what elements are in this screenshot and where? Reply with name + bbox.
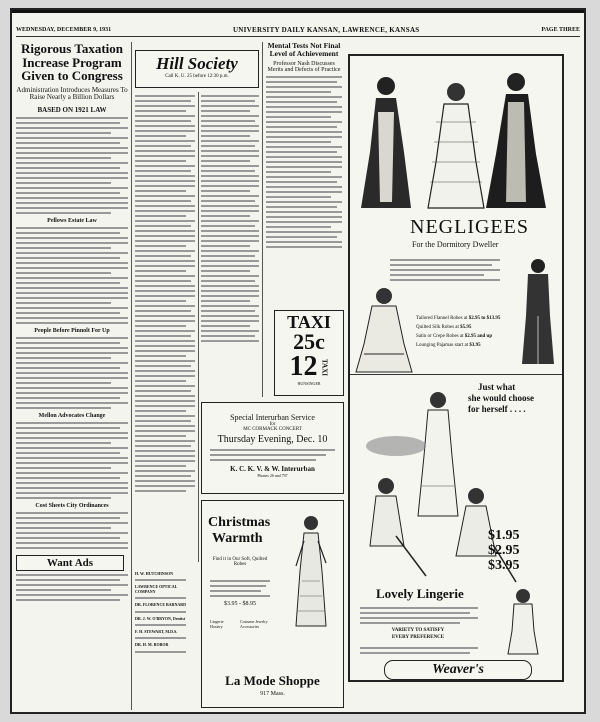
- want-ads-title: Want Ads: [46, 556, 94, 569]
- taxation-subhead: BASED ON 1921 LAW: [37, 105, 107, 114]
- section-heading-4: Cost Sheets City Ordinances: [35, 502, 109, 509]
- christmas-item-4: Accessories: [240, 624, 260, 629]
- interurban-line6: Phones 26 and 797: [257, 473, 288, 478]
- directory-entry-1: H. W. HUTCHINSON: [135, 571, 174, 576]
- taxi-word: TAXI: [287, 312, 331, 332]
- christmas-title-1: Christmas: [208, 515, 271, 530]
- want-ads-box: [16, 555, 124, 571]
- lingerie-title: Lovely Lingerie: [376, 586, 464, 601]
- christmas-title-2: Warmth: [212, 531, 263, 546]
- interurban-line2: for: [269, 422, 276, 427]
- price-value-4: $3.95: [469, 343, 481, 348]
- society-news-2: [201, 92, 259, 397]
- price-item-1: Tailored Flannel Robes at: [416, 316, 468, 321]
- interurban-line3: MC CORMACK CONCERT: [243, 427, 302, 432]
- taxi-number: 12: [289, 351, 318, 382]
- taxation-body-3: [16, 337, 128, 409]
- taxation-body-1: [16, 117, 128, 214]
- lingerie-tagline-1: Just what: [478, 382, 516, 392]
- christmas-price: $3.95 - $8.95: [224, 601, 256, 607]
- hill-society-title: Hill Society: [156, 54, 238, 73]
- header-masthead: UNIVERSITY DAILY KANSAN, LAWRENCE, KANSAS: [232, 26, 420, 34]
- price-value-3: $2.95 and up: [464, 334, 493, 339]
- want-ads-body: [16, 574, 128, 601]
- mental-tests-deck: Professor Nash Discusses Merits and Defects of Practice: [267, 60, 341, 74]
- christmas-item-2: Costume Jewelry: [240, 619, 268, 624]
- seated-model-illustration: [354, 284, 414, 374]
- mental-tests-headline: Mental Tests Not Final Level of Achievement: [267, 42, 341, 58]
- interurban-ad: [201, 402, 344, 494]
- weavers-logo-text: Weaver's: [432, 662, 484, 677]
- header-page-number: PAGE THREE: [541, 27, 580, 33]
- professional-directory: [135, 570, 195, 710]
- lingerie-price-3: $3.95: [488, 558, 520, 573]
- page-header: [16, 24, 580, 37]
- column-rule-1: [131, 42, 132, 710]
- section-heading-2: People Before Pinnolt For Up: [34, 327, 110, 334]
- directory-entry-4: DR. J. W. O'BRYON, Dentist: [135, 615, 186, 621]
- price-value-2: $5.95: [460, 325, 472, 330]
- weavers-logo: [384, 660, 532, 680]
- pajama-model-illustration: [518, 256, 558, 366]
- price-item-4: Lounging Pajamas start at: [416, 343, 469, 348]
- lingerie-price-1: $1.95: [488, 528, 520, 543]
- christmas-store-name: La Mode Shoppe: [225, 673, 320, 688]
- taxation-headline: Rigorous Taxation Increase Program Given to Congress: [21, 42, 123, 84]
- column-rule-2: [198, 92, 199, 562]
- taxation-body-5: [16, 512, 128, 549]
- taxation-body-4: [16, 422, 128, 499]
- section-heading-1: Pellows Estate Law: [47, 217, 97, 224]
- taxi-price: 25c: [293, 329, 325, 354]
- christmas-store-address: 917 Mass.: [260, 691, 285, 697]
- christmas-item-3: Hosiery: [210, 624, 223, 629]
- hill-society-box: [135, 50, 259, 88]
- christmas-item-1: Lingerie: [210, 619, 224, 624]
- interurban-line4: Thursday Evening, Dec. 10: [217, 434, 328, 445]
- weavers-ad: [348, 54, 564, 682]
- standing-model-illustration: [498, 586, 548, 656]
- taxation-body-2: [16, 227, 128, 324]
- interurban-line5: K. C. K. V. & W. Interurban: [230, 465, 315, 473]
- lingerie-tagline-2: she would choose: [468, 393, 535, 403]
- lingerie-variety-2: EVERY PREFERENCE: [391, 635, 445, 640]
- interurban-line1: Special Interurban Service: [230, 413, 315, 422]
- negligee-models-illustration: [356, 62, 556, 212]
- newspaper-page: [10, 8, 586, 714]
- directory-entry-6: DR. H. M. ROBOR: [135, 642, 169, 648]
- negligees-title: NEGLIGEES: [410, 216, 529, 238]
- directory-entry-2: LAWRENCE OPTICAL COMPANY: [135, 584, 178, 594]
- price-item-3: Satin or Crepe Robes at: [416, 334, 464, 339]
- header-date: WEDNESDAY, DECEMBER 9, 1931: [16, 27, 112, 33]
- christmas-warmth-ad: [201, 500, 344, 708]
- column-taxation: [16, 42, 128, 710]
- directory-entry-3: DR. FLORENCE BARNARD: [135, 602, 187, 608]
- negligees-subtitle: For the Dormitory Dweller: [412, 240, 499, 249]
- hill-society-subtitle: Call K. U. 25 before 12:30 p.m.: [165, 74, 229, 79]
- column-rule-3: [262, 42, 263, 397]
- section-heading-3: Mellon Advocates Change: [38, 412, 106, 419]
- robed-woman-illustration: [286, 511, 336, 631]
- taxi-company: HUNSINGER: [297, 381, 321, 386]
- society-news: [135, 92, 195, 562]
- price-value-1: $2.95 to $13.95: [468, 316, 501, 321]
- lingerie-tagline-3: for herself . . . .: [468, 404, 526, 414]
- lingerie-price-2: $2.95: [488, 543, 520, 558]
- lingerie-variety-1: VARIETY TO SATISFY: [391, 628, 445, 633]
- negligee-price-list: [416, 314, 516, 350]
- price-item-2: Quilted Silk Robes at: [416, 325, 459, 330]
- lingerie-prices: [488, 528, 520, 573]
- taxi-ad: [274, 310, 344, 396]
- directory-entry-5: F. H. STEWART, M.D.S.: [135, 628, 178, 634]
- taxation-deck: Administration Introduces Measures To Raise Nearly a Billion Dollars: [16, 85, 128, 102]
- christmas-subtitle: Find it in Our Soft, Quilted Robes: [212, 557, 268, 567]
- top-rule: [12, 10, 584, 13]
- taxi-side-label: TAXI: [320, 358, 329, 376]
